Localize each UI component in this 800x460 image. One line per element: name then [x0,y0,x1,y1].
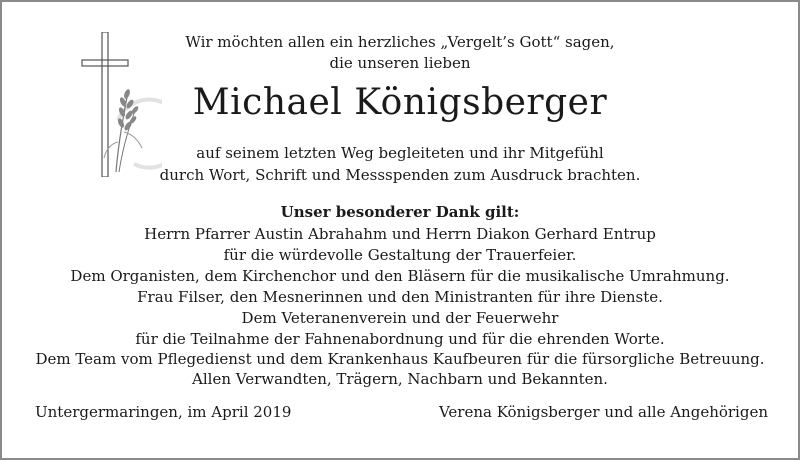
intro-line-2: die unseren lieben [329,54,471,72]
thanks-line: Herrn Pfarrer Austin Abrahahm und Herrn Diakon Gerhard Entrup [144,225,656,243]
thanks-line: Dem Organisten, dem Kirchenchor und den Bläsern für die musikalische Umrahmung. [70,267,730,285]
thanks-line: für die Teilnahme der Fahnenabordnung und für die ehrenden Worte. [135,330,665,348]
thanks-line: für die würdevolle Gestaltung der Trauerfeier. [223,246,577,264]
thanks-line: Dem Team vom Pflegedienst und dem Krankenhaus Kaufbeuren für die fürsorgliche Betreuung. [35,350,765,368]
place-date: Untergermaringen, im April 2019 [35,403,292,421]
signature: Verena Königsberger und alle Angehörigen [438,403,768,421]
intro-line-1: Wir möchten allen ein herzliches „Vergelt’s Gott“ sagen, [185,33,615,51]
after-line-2: durch Wort, Schrift und Messspenden zum Ausdruck brachten. [159,166,641,184]
thanks-line: Frau Filser, den Mesnerinnen und den Ministranten für ihre Dienste. [137,288,663,306]
thanks-line: Allen Verwandten, Trägern, Nachbarn und Bekannten. [192,370,608,388]
thanks-heading: Unser besonderer Dank gilt: [280,203,520,221]
thanks-line: Dem Veteranenverein und der Feuerwehr [241,309,559,327]
deceased-name: Michael Königsberger [192,82,608,123]
after-line-1: auf seinem letzten Weg begleiteten und ihr Mitgefühl [196,144,604,162]
